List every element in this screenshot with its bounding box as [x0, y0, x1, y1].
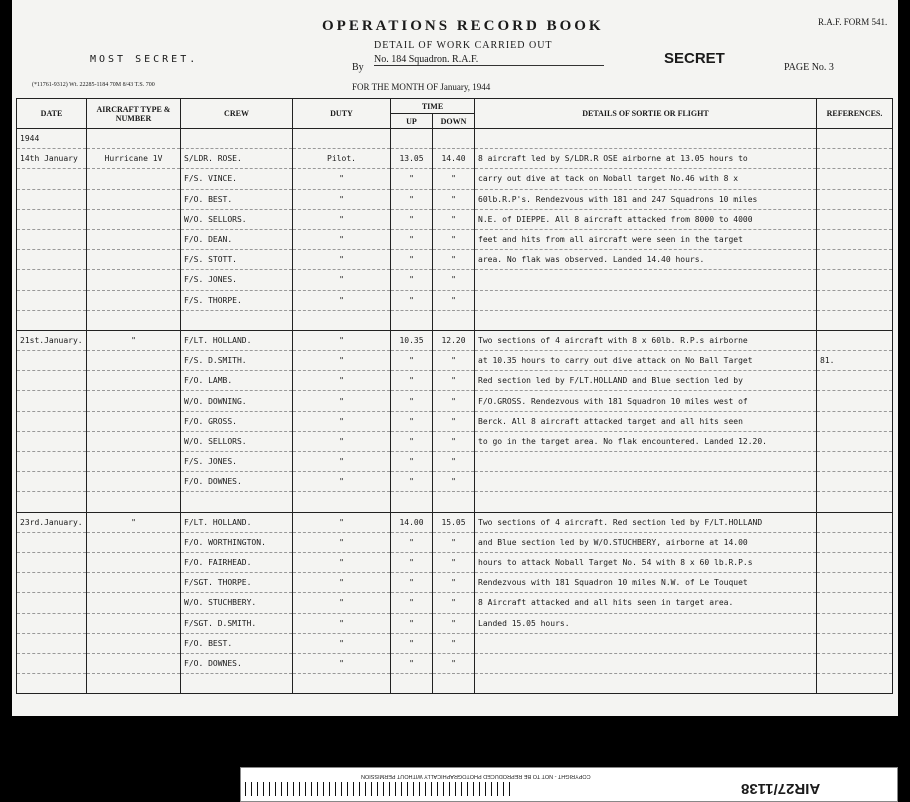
month-line: [352, 82, 490, 92]
column-references: REFERENCES.: [817, 99, 893, 129]
cell-duty: [293, 492, 391, 512]
cell-duty: ": [293, 351, 391, 371]
cell-details: [475, 472, 817, 492]
cell-down: ": [433, 653, 475, 673]
cell-duty: [293, 310, 391, 330]
cell-details: [475, 290, 817, 310]
cell-duty: ": [293, 189, 391, 209]
table-row: [17, 593, 893, 613]
cell-up: ": [391, 552, 433, 572]
cell-duty: ": [293, 169, 391, 189]
table-row: [17, 552, 893, 572]
cell-aircraft: [87, 310, 181, 330]
cell-up: 13.05: [391, 149, 433, 169]
column-aircraft: AIRCRAFT TYPE & NUMBER: [87, 99, 181, 129]
cell-crew: F/O. DEAN.: [181, 229, 293, 249]
copyright-notice: COPYRIGHT - NOT TO BE REPRODUCED PHOTOGRAPHICALLY WITHOUT PERMISSION: [361, 773, 591, 779]
cell-up: [391, 674, 433, 694]
cell-ref: [817, 532, 893, 552]
cell-aircraft: [87, 674, 181, 694]
cell-up: ": [391, 209, 433, 229]
cell-date: [17, 270, 87, 290]
cell-crew: F/S. THORPE.: [181, 290, 293, 310]
cell-aircraft: [87, 613, 181, 633]
cell-details: Berck. All 8 aircraft attacked target and all hits seen: [475, 411, 817, 431]
cell-ref: [817, 573, 893, 593]
cell-aircraft: [87, 270, 181, 290]
table-row: [17, 431, 893, 451]
cell-ref: [817, 310, 893, 330]
cell-crew: F/S. JONES.: [181, 270, 293, 290]
table-row: [17, 573, 893, 593]
cell-date: [17, 290, 87, 310]
cell-aircraft: [87, 290, 181, 310]
cell-down: ": [433, 209, 475, 229]
cell-duty: ": [293, 270, 391, 290]
form-number: R.A.F. FORM 541.: [818, 17, 888, 27]
cell-down: ": [433, 290, 475, 310]
cell-details: hours to attack Noball Target No. 54 with 8 x 60 lb.R.P.s: [475, 552, 817, 572]
cell-details: [475, 452, 817, 472]
table-row: [17, 371, 893, 391]
table-body: [17, 129, 893, 694]
cell-duty: ": [293, 371, 391, 391]
cell-up: 10.35: [391, 330, 433, 350]
cell-up: ": [391, 189, 433, 209]
cell-down: 12.20: [433, 330, 475, 350]
cell-crew: F/O. FAIRHEAD.: [181, 552, 293, 572]
cell-date: [17, 371, 87, 391]
cell-duty: ": [293, 532, 391, 552]
cell-date: [17, 552, 87, 572]
cell-duty: ": [293, 452, 391, 472]
cell-up: [391, 310, 433, 330]
cell-up: ": [391, 250, 433, 270]
cell-aircraft: ": [87, 330, 181, 350]
cell-duty: ": [293, 290, 391, 310]
secret-stamp: SECRET: [664, 50, 725, 67]
cell-duty: Pilot.: [293, 149, 391, 169]
cell-down: 14.40: [433, 149, 475, 169]
cell-date: 1944: [17, 129, 87, 149]
cell-ref: [817, 512, 893, 532]
cell-up: ": [391, 653, 433, 673]
cell-date: 21st.January.: [17, 330, 87, 350]
cell-aircraft: [87, 391, 181, 411]
cell-ref: [817, 593, 893, 613]
cell-date: [17, 351, 87, 371]
cell-ref: [817, 270, 893, 290]
cell-details: 8 Aircraft attacked and all hits seen in target area.: [475, 593, 817, 613]
cell-date: [17, 189, 87, 209]
classification-label: MOST SECRET.: [90, 54, 199, 65]
cell-duty: ": [293, 613, 391, 633]
column-details: DETAILS OF SORTIE OR FLIGHT: [475, 99, 817, 129]
cell-crew: F/O. GROSS.: [181, 411, 293, 431]
cell-ref: 81.: [817, 351, 893, 371]
cell-date: 14th January: [17, 149, 87, 169]
cell-duty: ": [293, 330, 391, 350]
cell-aircraft: [87, 633, 181, 653]
table-row: [17, 452, 893, 472]
cell-ref: [817, 411, 893, 431]
cell-details: [475, 633, 817, 653]
column-duty: DUTY: [293, 99, 391, 129]
cell-down: ": [433, 270, 475, 290]
cell-crew: F/O. DOWNES.: [181, 653, 293, 673]
cell-details: carry out dive at tack on Noball target No.46 with 8 x: [475, 169, 817, 189]
cell-crew: W/O. DOWNING.: [181, 391, 293, 411]
cell-down: ": [433, 573, 475, 593]
unit-name: No. 184 Squadron. R.A.F.: [374, 54, 604, 66]
cell-ref: [817, 371, 893, 391]
cell-aircraft: [87, 492, 181, 512]
cell-crew: F/SGT. THORPE.: [181, 573, 293, 593]
cell-ref: [817, 431, 893, 451]
table-row: [17, 472, 893, 492]
cell-aircraft: [87, 573, 181, 593]
cell-crew: F/O. DOWNES.: [181, 472, 293, 492]
cell-ref: [817, 552, 893, 572]
cell-up: ": [391, 532, 433, 552]
cell-details: Rendezvous with 181 Squadron 10 miles N.W. of Le Touquet: [475, 573, 817, 593]
cell-aircraft: Hurricane 1V: [87, 149, 181, 169]
cell-crew: F/LT. HOLLAND.: [181, 512, 293, 532]
cell-details: Two sections of 4 aircraft. Red section led by F/LT.HOLLAND: [475, 512, 817, 532]
cell-duty: ": [293, 653, 391, 673]
cell-details: [475, 129, 817, 149]
cell-down: [433, 129, 475, 149]
table-row: [17, 633, 893, 653]
cell-details: [475, 653, 817, 673]
cell-crew: F/O. WORTHINGTON.: [181, 532, 293, 552]
table-row: [17, 129, 893, 149]
cell-date: [17, 169, 87, 189]
cell-crew: W/O. SELLORS.: [181, 209, 293, 229]
cell-date: [17, 310, 87, 330]
record-sheet: [12, 0, 898, 716]
cell-aircraft: [87, 411, 181, 431]
cell-duty: ": [293, 209, 391, 229]
cell-details: 60lb.R.P's. Rendezvous with 181 and 247 Squadrons 10 miles: [475, 189, 817, 209]
cell-aircraft: [87, 532, 181, 552]
cell-aircraft: [87, 209, 181, 229]
cell-down: ": [433, 189, 475, 209]
cell-crew: W/O. STUCHBERY.: [181, 593, 293, 613]
cell-details: Two sections of 4 aircraft with 8 x 60lb. R.P.s airborne: [475, 330, 817, 350]
cell-up: ": [391, 169, 433, 189]
cell-up: ": [391, 431, 433, 451]
cell-details: [475, 674, 817, 694]
cell-details: N.E. of DIEPPE. All 8 aircraft attacked from 8000 to 4000: [475, 209, 817, 229]
cell-down: ": [433, 250, 475, 270]
cell-down: ": [433, 633, 475, 653]
cell-crew: F/S. VINCE.: [181, 169, 293, 189]
month-value: January, 1944: [440, 82, 491, 92]
cell-crew: F/S. JONES.: [181, 452, 293, 472]
print-reference: (*11761-9312) Wt. 22285-1184 70M 8/43 T.S. 700: [32, 82, 155, 88]
cell-details: feet and hits from all aircraft were seen in the target: [475, 229, 817, 249]
cell-up: ": [391, 229, 433, 249]
cell-date: [17, 250, 87, 270]
cell-date: [17, 391, 87, 411]
cell-ref: [817, 492, 893, 512]
cell-up: ": [391, 371, 433, 391]
archive-label: [240, 767, 898, 802]
cell-crew: F/S. STOTT.: [181, 250, 293, 270]
cell-date: [17, 532, 87, 552]
table-row: [17, 532, 893, 552]
cell-ref: [817, 290, 893, 310]
cell-up: ": [391, 613, 433, 633]
cell-details: F/O.GROSS. Rendezvous with 181 Squadron 10 miles west of: [475, 391, 817, 411]
cell-aircraft: [87, 169, 181, 189]
table-row: [17, 189, 893, 209]
cell-ref: [817, 250, 893, 270]
cell-crew: [181, 310, 293, 330]
cell-aircraft: [87, 250, 181, 270]
cell-aircraft: [87, 653, 181, 673]
cell-up: ": [391, 411, 433, 431]
cell-date: [17, 472, 87, 492]
cell-details: [475, 270, 817, 290]
cell-ref: [817, 330, 893, 350]
page-title: OPERATIONS RECORD BOOK: [322, 18, 604, 34]
cell-date: [17, 613, 87, 633]
table-row: [17, 209, 893, 229]
cell-details: Red section led by F/LT.HOLLAND and Blue section led by: [475, 371, 817, 391]
page-label: PAGE No.: [784, 62, 827, 73]
page-number: [784, 62, 834, 73]
cell-aircraft: [87, 371, 181, 391]
cell-up: ": [391, 633, 433, 653]
cell-down: [433, 492, 475, 512]
cell-ref: [817, 452, 893, 472]
cell-duty: ": [293, 573, 391, 593]
cell-details: Landed 15.05 hours.: [475, 613, 817, 633]
table-row: [17, 229, 893, 249]
cell-up: ": [391, 472, 433, 492]
cell-ref: [817, 189, 893, 209]
cell-up: [391, 129, 433, 149]
cell-aircraft: [87, 129, 181, 149]
cell-date: [17, 229, 87, 249]
cell-down: ": [433, 452, 475, 472]
table-row: [17, 674, 893, 694]
cell-aircraft: ": [87, 512, 181, 532]
cell-ref: [817, 391, 893, 411]
cell-up: ": [391, 593, 433, 613]
table-row: [17, 149, 893, 169]
table-row: [17, 411, 893, 431]
cell-duty: ": [293, 512, 391, 532]
scale-ruler: [245, 782, 515, 796]
cell-crew: F/O. BEST.: [181, 633, 293, 653]
cell-crew: [181, 129, 293, 149]
cell-down: ": [433, 593, 475, 613]
table-row: [17, 492, 893, 512]
table-row: [17, 169, 893, 189]
detail-line: DETAIL OF WORK CARRIED OUT: [374, 40, 553, 51]
cell-duty: ": [293, 250, 391, 270]
table-row: [17, 351, 893, 371]
operations-table: [16, 98, 893, 694]
cell-down: [433, 310, 475, 330]
cell-date: [17, 209, 87, 229]
cell-down: ": [433, 229, 475, 249]
cell-date: [17, 674, 87, 694]
cell-details: [475, 310, 817, 330]
cell-down: ": [433, 391, 475, 411]
cell-up: [391, 492, 433, 512]
cell-details: to go in the target area. No flak encountered. Landed 12.20.: [475, 431, 817, 451]
cell-aircraft: [87, 189, 181, 209]
cell-duty: [293, 129, 391, 149]
cell-date: [17, 452, 87, 472]
cell-date: [17, 411, 87, 431]
cell-duty: ": [293, 411, 391, 431]
cell-down: ": [433, 431, 475, 451]
cell-crew: S/LDR. ROSE.: [181, 149, 293, 169]
cell-up: ": [391, 452, 433, 472]
table-row: [17, 250, 893, 270]
cell-duty: ": [293, 229, 391, 249]
table-row: [17, 613, 893, 633]
cell-aircraft: [87, 472, 181, 492]
cell-date: [17, 492, 87, 512]
cell-down: [433, 674, 475, 694]
cell-down: ": [433, 472, 475, 492]
cell-ref: [817, 169, 893, 189]
cell-up: ": [391, 270, 433, 290]
column-date: DATE: [17, 99, 87, 129]
cell-ref: [817, 209, 893, 229]
cell-aircraft: [87, 452, 181, 472]
cell-ref: [817, 149, 893, 169]
cell-ref: [817, 129, 893, 149]
archive-reference: AIR27/1138: [741, 780, 821, 797]
cell-up: 14.00: [391, 512, 433, 532]
cell-ref: [817, 229, 893, 249]
by-label: By: [352, 62, 364, 73]
table-row: [17, 653, 893, 673]
cell-ref: [817, 633, 893, 653]
column-down: DOWN: [433, 114, 475, 129]
cell-crew: W/O. SELLORS.: [181, 431, 293, 451]
cell-crew: F/LT. HOLLAND.: [181, 330, 293, 350]
cell-date: 23rd.January.: [17, 512, 87, 532]
cell-aircraft: [87, 229, 181, 249]
cell-aircraft: [87, 552, 181, 572]
cell-aircraft: [87, 431, 181, 451]
cell-date: [17, 593, 87, 613]
cell-down: ": [433, 351, 475, 371]
cell-up: ": [391, 573, 433, 593]
cell-aircraft: [87, 351, 181, 371]
cell-duty: ": [293, 472, 391, 492]
cell-ref: [817, 472, 893, 492]
cell-down: ": [433, 613, 475, 633]
cell-down: ": [433, 371, 475, 391]
cell-duty: ": [293, 593, 391, 613]
cell-ref: [817, 613, 893, 633]
table-row: [17, 270, 893, 290]
cell-up: ": [391, 391, 433, 411]
column-up: UP: [391, 114, 433, 129]
table-row: [17, 330, 893, 350]
cell-date: [17, 431, 87, 451]
table-row: [17, 290, 893, 310]
cell-crew: F/O. BEST.: [181, 189, 293, 209]
month-label: FOR THE MONTH OF: [352, 82, 439, 92]
column-crew: CREW: [181, 99, 293, 129]
cell-details: and Blue section led by W/O.STUCHBERY, airborne at 14.00: [475, 532, 817, 552]
cell-crew: F/O. LAMB.: [181, 371, 293, 391]
cell-up: ": [391, 290, 433, 310]
cell-down: 15.05: [433, 512, 475, 532]
cell-duty: [293, 674, 391, 694]
cell-details: at 10.35 hours to carry out dive attack on No Ball Target: [475, 351, 817, 371]
cell-ref: [817, 653, 893, 673]
column-time: TIME: [391, 99, 475, 114]
table-row: [17, 512, 893, 532]
cell-date: [17, 633, 87, 653]
cell-up: ": [391, 351, 433, 371]
cell-down: ": [433, 552, 475, 572]
cell-date: [17, 653, 87, 673]
cell-aircraft: [87, 593, 181, 613]
cell-date: [17, 573, 87, 593]
table-row: [17, 391, 893, 411]
cell-ref: [817, 674, 893, 694]
cell-crew: F/SGT. D.SMITH.: [181, 613, 293, 633]
cell-crew: [181, 674, 293, 694]
table-row: [17, 310, 893, 330]
cell-duty: ": [293, 391, 391, 411]
cell-down: ": [433, 532, 475, 552]
cell-duty: ": [293, 431, 391, 451]
cell-down: ": [433, 169, 475, 189]
page-value: 3: [828, 62, 834, 73]
cell-details: area. No flak was observed. Landed 14.40 hours.: [475, 250, 817, 270]
cell-crew: F/S. D.SMITH.: [181, 351, 293, 371]
cell-crew: [181, 492, 293, 512]
cell-down: ": [433, 411, 475, 431]
cell-duty: ": [293, 552, 391, 572]
cell-duty: ": [293, 633, 391, 653]
cell-details: [475, 492, 817, 512]
cell-details: 8 aircraft led by S/LDR.R OSE airborne at 13.05 hours to: [475, 149, 817, 169]
